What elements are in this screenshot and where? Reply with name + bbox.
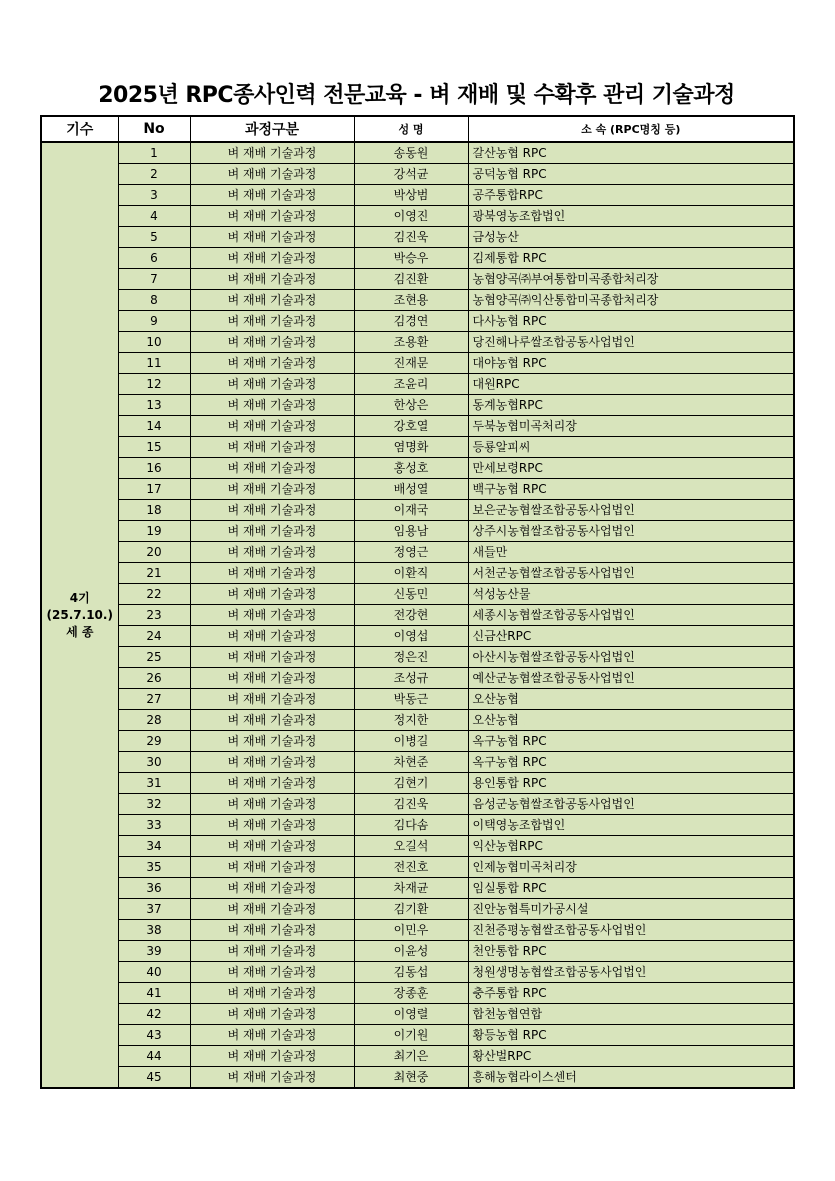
table-row (41, 290, 794, 311)
course-cell: 벼 재배 기술과정 (190, 962, 354, 983)
name-cell: 이환직 (354, 563, 468, 584)
row-number: 11 (118, 353, 190, 374)
name-cell: 진재문 (354, 353, 468, 374)
course-cell: 벼 재배 기술과정 (190, 185, 354, 206)
course-cell: 벼 재배 기술과정 (190, 542, 354, 563)
affiliation-cell: 석성농산물 (468, 584, 794, 605)
table-row (41, 689, 794, 710)
course-cell: 벼 재배 기술과정 (190, 458, 354, 479)
row-number: 22 (118, 584, 190, 605)
name-cell: 임용남 (354, 521, 468, 542)
affiliation-cell: 용인통합 RPC (468, 773, 794, 794)
affiliation-cell: 대원RPC (468, 374, 794, 395)
course-cell: 벼 재배 기술과정 (190, 563, 354, 584)
affiliation-cell: 황산벌RPC (468, 1046, 794, 1067)
affiliation-cell: 금성농산 (468, 227, 794, 248)
name-cell: 이영렬 (354, 1004, 468, 1025)
row-number: 32 (118, 794, 190, 815)
table-row (41, 605, 794, 626)
course-cell: 벼 재배 기술과정 (190, 164, 354, 185)
course-cell: 벼 재배 기술과정 (190, 752, 354, 773)
name-cell: 송동원 (354, 142, 468, 164)
row-number: 29 (118, 731, 190, 752)
affiliation-cell: 공덕농협 RPC (468, 164, 794, 185)
name-cell: 전진호 (354, 857, 468, 878)
course-cell: 벼 재배 기술과정 (190, 269, 354, 290)
table-row (41, 794, 794, 815)
name-cell: 이영진 (354, 206, 468, 227)
course-cell: 벼 재배 기술과정 (190, 395, 354, 416)
affiliation-cell: 다사농협 RPC (468, 311, 794, 332)
course-cell: 벼 재배 기술과정 (190, 920, 354, 941)
name-cell: 김진욱 (354, 227, 468, 248)
table-row (41, 500, 794, 521)
affiliation-cell: 대야농협 RPC (468, 353, 794, 374)
name-cell: 김동섭 (354, 962, 468, 983)
affiliation-cell: 백구농협 RPC (468, 479, 794, 500)
row-number: 21 (118, 563, 190, 584)
table-row (41, 815, 794, 836)
table-row (41, 983, 794, 1004)
name-cell: 전강현 (354, 605, 468, 626)
row-number: 4 (118, 206, 190, 227)
course-cell: 벼 재배 기술과정 (190, 878, 354, 899)
row-number: 14 (118, 416, 190, 437)
row-number: 13 (118, 395, 190, 416)
table-row (41, 752, 794, 773)
row-number: 41 (118, 983, 190, 1004)
course-cell: 벼 재배 기술과정 (190, 206, 354, 227)
name-cell: 김경연 (354, 311, 468, 332)
course-cell: 벼 재배 기술과정 (190, 710, 354, 731)
course-cell: 벼 재배 기술과정 (190, 794, 354, 815)
affiliation-cell: 옥구농협 RPC (468, 752, 794, 773)
affiliation-cell: 오산농협 (468, 710, 794, 731)
table-row (41, 269, 794, 290)
table-row (41, 142, 794, 164)
course-cell: 벼 재배 기술과정 (190, 353, 354, 374)
table-row (41, 437, 794, 458)
name-cell: 조성규 (354, 668, 468, 689)
course-cell: 벼 재배 기술과정 (190, 857, 354, 878)
course-cell: 벼 재배 기술과정 (190, 731, 354, 752)
table-body (41, 142, 794, 1088)
affiliation-cell: 충주통합 RPC (468, 983, 794, 1004)
table-row (41, 164, 794, 185)
affiliation-cell: 예산군농협쌀조합공동사업법인 (468, 668, 794, 689)
row-number: 31 (118, 773, 190, 794)
row-number: 26 (118, 668, 190, 689)
name-cell: 강석균 (354, 164, 468, 185)
affiliation-cell: 황등농협 RPC (468, 1025, 794, 1046)
name-cell: 차현준 (354, 752, 468, 773)
name-cell: 정영근 (354, 542, 468, 563)
header-no: No (118, 116, 190, 142)
row-number: 16 (118, 458, 190, 479)
row-number: 17 (118, 479, 190, 500)
row-number: 10 (118, 332, 190, 353)
affiliation-cell: 오산농협 (468, 689, 794, 710)
course-cell: 벼 재배 기술과정 (190, 500, 354, 521)
row-number: 1 (118, 142, 190, 164)
row-number: 12 (118, 374, 190, 395)
affiliation-cell: 진안농협특미가공시설 (468, 899, 794, 920)
name-cell: 조용환 (354, 332, 468, 353)
table-row (41, 584, 794, 605)
table-row (41, 332, 794, 353)
row-number: 20 (118, 542, 190, 563)
row-number: 9 (118, 311, 190, 332)
document-title: 2025년 RPC종사인력 전문교육 - 벼 재배 및 수확후 관리 기술과정 (98, 83, 735, 108)
course-cell: 벼 재배 기술과정 (190, 1046, 354, 1067)
affiliation-cell: 두북농협미곡처리장 (468, 416, 794, 437)
affiliation-cell: 세종시농협쌀조합공동사업법인 (468, 605, 794, 626)
affiliation-cell: 동계농협RPC (468, 395, 794, 416)
name-cell: 이민우 (354, 920, 468, 941)
row-number: 18 (118, 500, 190, 521)
row-number: 36 (118, 878, 190, 899)
course-cell: 벼 재배 기술과정 (190, 647, 354, 668)
table-row (41, 1067, 794, 1089)
name-cell: 오길석 (354, 836, 468, 857)
affiliation-cell: 농협양곡㈜익산통합미곡종합처리장 (468, 290, 794, 311)
row-number: 33 (118, 815, 190, 836)
course-cell: 벼 재배 기술과정 (190, 311, 354, 332)
affiliation-cell: 청원생명농협쌀조합공동사업법인 (468, 962, 794, 983)
row-number: 15 (118, 437, 190, 458)
affiliation-cell: 천안통합 RPC (468, 941, 794, 962)
course-cell: 벼 재배 기술과정 (190, 1004, 354, 1025)
name-cell: 장종훈 (354, 983, 468, 1004)
row-number: 44 (118, 1046, 190, 1067)
name-cell: 이병길 (354, 731, 468, 752)
row-number: 42 (118, 1004, 190, 1025)
name-cell: 이재국 (354, 500, 468, 521)
course-cell: 벼 재배 기술과정 (190, 248, 354, 269)
row-number: 39 (118, 941, 190, 962)
affiliation-cell: 당진해나루쌀조합공동사업법인 (468, 332, 794, 353)
course-cell: 벼 재배 기술과정 (190, 1067, 354, 1089)
table-row (41, 248, 794, 269)
name-cell: 최기은 (354, 1046, 468, 1067)
table-row (41, 206, 794, 227)
participant-table (40, 115, 795, 1089)
name-cell: 홍성호 (354, 458, 468, 479)
row-number: 2 (118, 164, 190, 185)
affiliation-cell: 이택영농조합법인 (468, 815, 794, 836)
table-row (41, 899, 794, 920)
course-cell: 벼 재배 기술과정 (190, 689, 354, 710)
course-cell: 벼 재배 기술과정 (190, 773, 354, 794)
table-row (41, 542, 794, 563)
course-cell: 벼 재배 기술과정 (190, 668, 354, 689)
row-number: 7 (118, 269, 190, 290)
course-cell: 벼 재배 기술과정 (190, 1025, 354, 1046)
row-number: 40 (118, 962, 190, 983)
name-cell: 신동민 (354, 584, 468, 605)
row-number: 19 (118, 521, 190, 542)
header-row (41, 116, 794, 142)
generation-label: 4기 (69, 590, 90, 605)
name-cell: 이기원 (354, 1025, 468, 1046)
row-number: 25 (118, 647, 190, 668)
table-row (41, 1025, 794, 1046)
affiliation-cell: 흥해농협라이스센터 (468, 1067, 794, 1089)
course-cell: 벼 재배 기술과정 (190, 416, 354, 437)
table-row (41, 395, 794, 416)
generation-cell (41, 142, 118, 1088)
name-cell: 김다솜 (354, 815, 468, 836)
course-cell: 벼 재배 기술과정 (190, 479, 354, 500)
name-cell: 조윤리 (354, 374, 468, 395)
name-cell: 박동근 (354, 689, 468, 710)
table-row (41, 416, 794, 437)
course-cell: 벼 재배 기술과정 (190, 941, 354, 962)
row-number: 6 (118, 248, 190, 269)
affiliation-cell: 보은군농협쌀조합공동사업법인 (468, 500, 794, 521)
table-row (41, 1046, 794, 1067)
header-affiliation: 소 속 (RPC명칭 등) (468, 116, 794, 142)
course-cell: 벼 재배 기술과정 (190, 983, 354, 1004)
affiliation-cell: 옥구농협 RPC (468, 731, 794, 752)
affiliation-cell: 공주통합RPC (468, 185, 794, 206)
table-row (41, 353, 794, 374)
table-row (41, 941, 794, 962)
row-number: 8 (118, 290, 190, 311)
course-cell: 벼 재배 기술과정 (190, 605, 354, 626)
course-cell: 벼 재배 기술과정 (190, 626, 354, 647)
table-row (41, 521, 794, 542)
row-number: 37 (118, 899, 190, 920)
name-cell: 강호열 (354, 416, 468, 437)
course-cell: 벼 재배 기술과정 (190, 290, 354, 311)
header-name: 성 명 (354, 116, 468, 142)
course-cell: 벼 재배 기술과정 (190, 899, 354, 920)
name-cell: 최현중 (354, 1067, 468, 1089)
affiliation-cell: 인제농협미곡처리장 (468, 857, 794, 878)
affiliation-cell: 임실통합 RPC (468, 878, 794, 899)
table-row (41, 458, 794, 479)
table-row (41, 311, 794, 332)
row-number: 45 (118, 1067, 190, 1089)
table-row (41, 773, 794, 794)
affiliation-cell: 김제통합 RPC (468, 248, 794, 269)
course-cell: 벼 재배 기술과정 (190, 332, 354, 353)
name-cell: 김진환 (354, 269, 468, 290)
table-row (41, 731, 794, 752)
row-number: 27 (118, 689, 190, 710)
name-cell: 정은진 (354, 647, 468, 668)
generation-date: (25.7.10.) (46, 607, 113, 622)
course-cell: 벼 재배 기술과정 (190, 374, 354, 395)
row-number: 3 (118, 185, 190, 206)
row-number: 35 (118, 857, 190, 878)
affiliation-cell: 합천농협연합 (468, 1004, 794, 1025)
table-row (41, 374, 794, 395)
table-row (41, 836, 794, 857)
row-number: 34 (118, 836, 190, 857)
course-cell: 벼 재배 기술과정 (190, 836, 354, 857)
table-row (41, 920, 794, 941)
table-row (41, 626, 794, 647)
table-row (41, 710, 794, 731)
affiliation-cell: 아산시농협쌀조합공동사업법인 (468, 647, 794, 668)
row-number: 38 (118, 920, 190, 941)
table-row (41, 668, 794, 689)
name-cell: 배성열 (354, 479, 468, 500)
affiliation-cell: 음성군농협쌀조합공동사업법인 (468, 794, 794, 815)
name-cell: 박승우 (354, 248, 468, 269)
row-number: 43 (118, 1025, 190, 1046)
affiliation-cell: 농협양곡㈜부여통합미곡종합처리장 (468, 269, 794, 290)
name-cell: 한상은 (354, 395, 468, 416)
affiliation-cell: 서천군농협쌀조합공동사업법인 (468, 563, 794, 584)
generation-place: 세 종 (66, 624, 94, 639)
table-row (41, 227, 794, 248)
header-course: 과정구분 (190, 116, 354, 142)
name-cell: 김진욱 (354, 794, 468, 815)
affiliation-cell: 갈산농협 RPC (468, 142, 794, 164)
affiliation-cell: 광북영농조합법인 (468, 206, 794, 227)
affiliation-cell: 만세보령RPC (468, 458, 794, 479)
name-cell: 조현용 (354, 290, 468, 311)
table-row (41, 563, 794, 584)
affiliation-cell: 등룡알피씨 (468, 437, 794, 458)
name-cell: 염명화 (354, 437, 468, 458)
name-cell: 박상범 (354, 185, 468, 206)
table-row (41, 878, 794, 899)
table-row (41, 962, 794, 983)
row-number: 23 (118, 605, 190, 626)
name-cell: 정지한 (354, 710, 468, 731)
table-row (41, 185, 794, 206)
affiliation-cell: 상주시농협쌀조합공동사업법인 (468, 521, 794, 542)
table-row (41, 479, 794, 500)
course-cell: 벼 재배 기술과정 (190, 227, 354, 248)
affiliation-cell: 익산농협RPC (468, 836, 794, 857)
row-number: 28 (118, 710, 190, 731)
course-cell: 벼 재배 기술과정 (190, 437, 354, 458)
row-number: 24 (118, 626, 190, 647)
course-cell: 벼 재배 기술과정 (190, 584, 354, 605)
name-cell: 차재균 (354, 878, 468, 899)
course-cell: 벼 재배 기술과정 (190, 142, 354, 164)
name-cell: 이윤성 (354, 941, 468, 962)
row-number: 30 (118, 752, 190, 773)
affiliation-cell: 신금산RPC (468, 626, 794, 647)
affiliation-cell: 진천증평농협쌀조합공동사업법인 (468, 920, 794, 941)
row-number: 5 (118, 227, 190, 248)
table-row (41, 1004, 794, 1025)
table-row (41, 857, 794, 878)
course-cell: 벼 재배 기술과정 (190, 521, 354, 542)
name-cell: 김기환 (354, 899, 468, 920)
header-generation: 기수 (41, 116, 118, 142)
name-cell: 김현기 (354, 773, 468, 794)
table-row (41, 647, 794, 668)
name-cell: 이영섭 (354, 626, 468, 647)
course-cell: 벼 재배 기술과정 (190, 815, 354, 836)
affiliation-cell: 새들만 (468, 542, 794, 563)
